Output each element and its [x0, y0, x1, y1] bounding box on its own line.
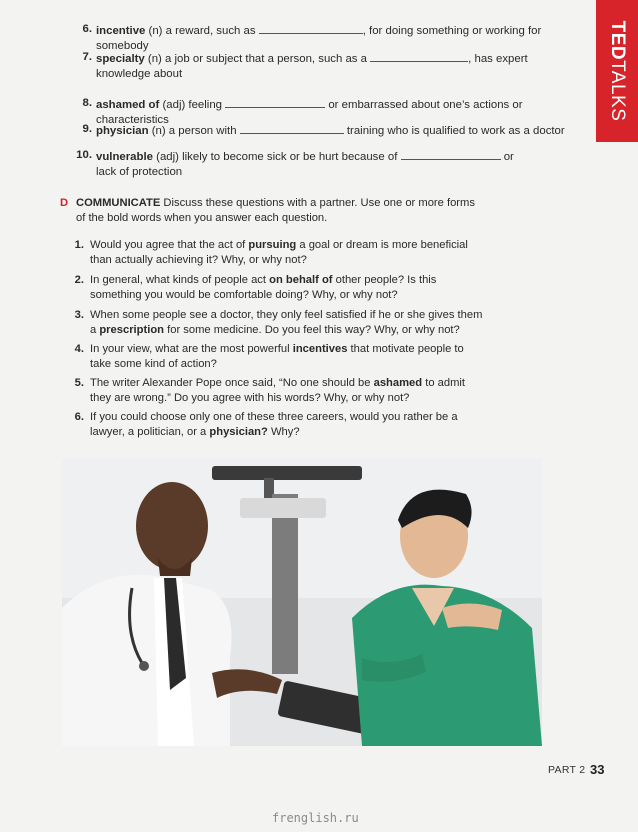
section-letter: D — [60, 197, 69, 209]
vocab-word: specialty — [96, 53, 145, 65]
bold-term: pursuing — [248, 239, 297, 251]
vocab-word: incentive — [96, 25, 146, 37]
question-number: 1. — [74, 239, 84, 251]
section-heading: COMMUNICATE — [76, 197, 161, 209]
question-text: a goal or dream is more beneficial than actually achieving it? Why, or why not? — [90, 239, 468, 266]
question-text: to admit they are wrong.” Do you agree with his words? Why, or why not? — [90, 377, 466, 404]
answer-blank[interactable] — [370, 50, 468, 62]
question-text: Would you agree that the act of — [90, 239, 249, 251]
question-text: other people? Is this something you would be comfortable doing? Why, or why not? — [90, 274, 437, 301]
scale-post — [272, 494, 298, 674]
question-number: 6. — [74, 411, 84, 423]
definition-text: knowledge about — [96, 68, 183, 80]
bold-term: prescription — [99, 323, 164, 336]
question-text: The writer Alexander Pope once said, “No one should be — [90, 377, 374, 389]
question-text: Why? — [267, 425, 300, 438]
part-label: PART 2 — [548, 764, 586, 776]
bold-term: on behalf of — [269, 274, 333, 286]
watermark: frenglish.ru — [272, 811, 359, 825]
patient-hand — [442, 603, 502, 630]
section-instructions: Discuss these questions with a partner. Use one or more forms of the bold words when you answer each question. — [76, 197, 475, 224]
doctor-patient-photo — [62, 458, 542, 746]
vocab-word: vulnerable — [96, 151, 153, 163]
definition-text: (n) a person with — [148, 125, 240, 137]
item-number: 7. — [82, 51, 92, 63]
definition-text: , for doing something or working for somebody — [96, 25, 542, 52]
question-number: 2. — [74, 274, 84, 286]
definition-text: or embarrassed about one’s actions or characteristics — [96, 99, 523, 126]
definition-text: lack of protection — [96, 166, 183, 178]
item-number: 9. — [82, 123, 92, 135]
question-text: In your view, what are the most powerful — [90, 343, 293, 355]
definition-text: (adj) feeling — [159, 99, 226, 111]
definition-text: or — [500, 151, 514, 163]
question-text: that motivate people to take some kind of action? — [90, 343, 464, 370]
answer-blank[interactable] — [240, 122, 344, 134]
photo-illustration — [62, 458, 542, 746]
doctor-head — [136, 482, 208, 570]
question-text: When some people see a doctor, they only feel satisfied if he or she gives them a — [90, 309, 483, 336]
definition-text: training who is qualified to work as a doctor — [343, 125, 565, 137]
doctor-coat — [62, 575, 232, 746]
ted-talks-logo: TEDTALKS — [607, 20, 628, 122]
item-number: 6. — [82, 23, 92, 35]
bold-term: ashamed — [373, 377, 423, 389]
question-text: In general, what kinds of people act — [90, 274, 270, 286]
question-text: If you could choose only one of these three careers, would you rather be a lawyer, a politician, or a — [90, 411, 458, 438]
bold-term: incentives — [292, 343, 348, 355]
item-number: 10. — [76, 149, 92, 161]
definition-text: (adj) likely to become sick or be hurt because of — [152, 151, 401, 163]
answer-blank[interactable] — [225, 96, 325, 108]
item-number: 8. — [82, 97, 92, 109]
scale-beam — [212, 466, 362, 480]
question-text: for some medicine. Do you feel this way? Why, or why not? — [164, 323, 460, 336]
definition-text: (n) a reward, such as — [145, 25, 259, 37]
vocab-word: physician — [96, 125, 149, 137]
question-number: 3. — [74, 309, 84, 321]
bold-term: physician? — [209, 425, 268, 438]
ted-talks-tab — [596, 0, 638, 142]
vocab-word: ashamed of — [96, 99, 160, 111]
page-number: 33 — [590, 762, 605, 777]
answer-blank[interactable] — [401, 148, 501, 160]
question-number: 4. — [74, 343, 84, 355]
question-number: 5. — [74, 377, 84, 389]
definition-text: (n) a job or subject that a person, such as a — [144, 53, 371, 65]
definition-text: , has expert — [468, 53, 528, 65]
answer-blank[interactable] — [259, 22, 363, 34]
